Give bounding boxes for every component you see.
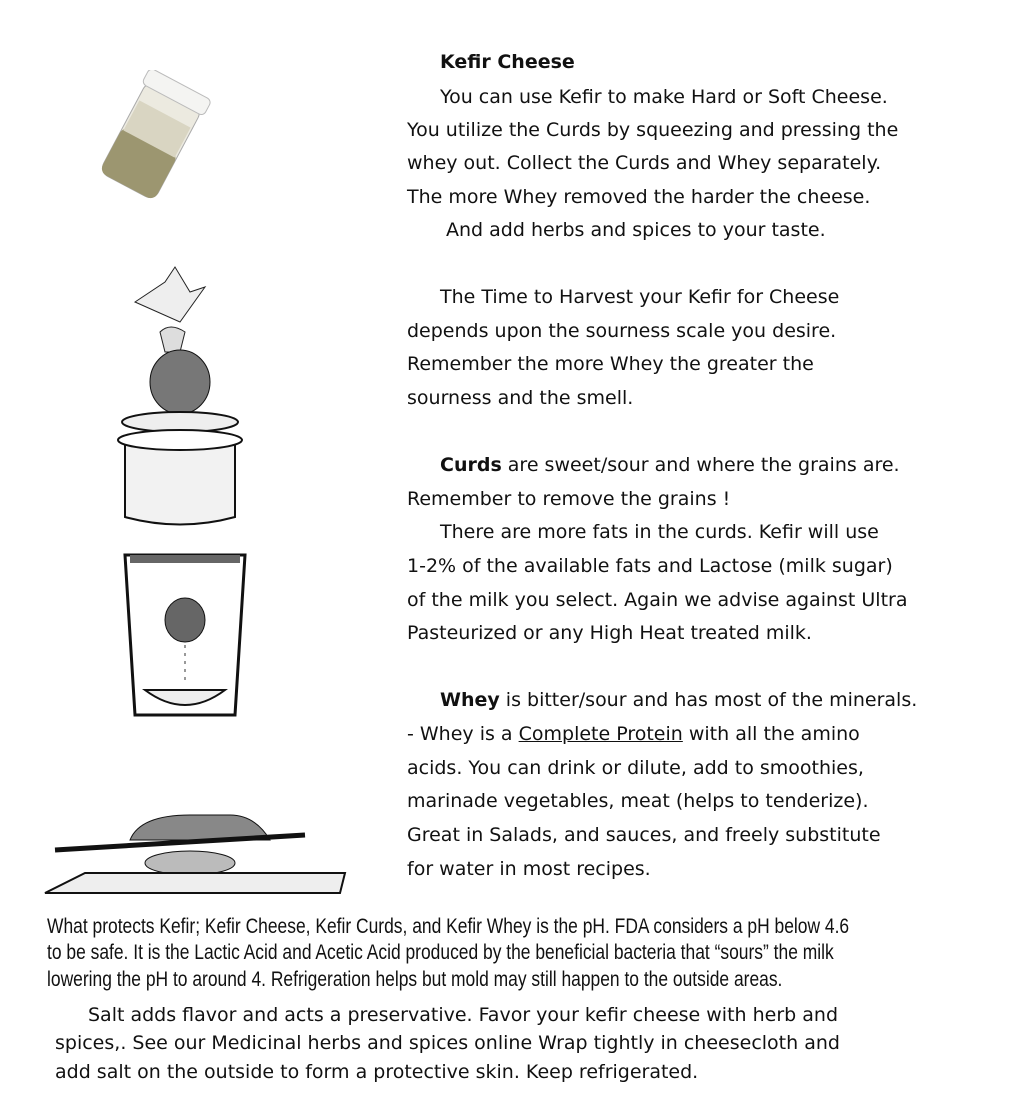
curds-term: Curds	[440, 454, 502, 476]
paragraph-line: Pasteurized or any High Heat treated milk.	[407, 622, 812, 644]
ph-line: to be safe. It is the Lactic Acid and Acetic Acid produced by the beneficial bacteria that “sours” the milk	[47, 941, 834, 964]
paragraph-line: Remember to remove the grains !	[407, 488, 731, 510]
paragraph-line: The Time to Harvest your Kefir for Cheese	[440, 286, 840, 308]
paragraph-line: You can use Kefir to make Hard or Soft Cheese.	[440, 86, 888, 108]
cheese-press-image	[40, 805, 360, 900]
salt-line: spices,. See our Medicinal herbs and spices online Wrap tightly in cheesecloth and	[55, 1032, 840, 1054]
paragraph-text: with all the amino	[682, 723, 860, 745]
paragraph-text: - Whey is a	[407, 723, 519, 745]
ph-line: What protects Kefir; Kefir Cheese, Kefir Curds, and Kefir Whey is the pH. FDA considers a pH below 4.6	[47, 915, 850, 938]
paragraph-line: for water in most recipes.	[407, 858, 651, 880]
paragraph-line: of the milk you select. Again we advise against Ultra	[407, 589, 908, 611]
paragraph-line: Great in Salads, and sauces, and freely substitute	[407, 824, 881, 846]
salt-line: add salt on the outside to form a protective skin. Keep refrigerated.	[55, 1061, 699, 1083]
glass-draining-image	[120, 550, 250, 720]
ph-line: lowering the pH to around 4. Refrigeration helps but mold may still happen to the outside areas.	[47, 968, 783, 991]
whey-heading-line	[440, 688, 917, 712]
paragraph-line: sourness and the smell.	[407, 387, 634, 409]
paragraph-line: And add herbs and spices to your taste.	[446, 219, 826, 241]
complete-protein-link[interactable]: Complete Protein	[518, 723, 683, 745]
salt-line: Salt adds flavor and acts a preservative. Favor your kefir cheese with herb and	[88, 1004, 838, 1026]
paragraph-text: is bitter/sour and has most of the minerals.	[499, 689, 918, 711]
paragraph-line	[407, 722, 860, 746]
paragraph-line: acids. You can drink or dilute, add to smoothies,	[407, 757, 864, 779]
paragraph-line: depends upon the sourness scale you desire.	[407, 320, 837, 342]
paragraph-line: whey out. Collect the Curds and Whey separately.	[407, 152, 882, 174]
paragraph-line: The more Whey removed the harder the cheese.	[407, 186, 871, 208]
paragraph-line: There are more fats in the curds. Kefir will use	[440, 521, 879, 543]
paragraph-line: marinade vegetables, meat (helps to tenderize).	[407, 790, 869, 812]
kefir-jar-image	[80, 70, 220, 210]
curds-heading-line	[440, 453, 900, 477]
paragraph-line: You utilize the Curds by squeezing and pressing the	[407, 119, 899, 141]
paragraph-text: are sweet/sour and where the grains are.	[501, 454, 900, 476]
whey-term: Whey	[440, 689, 500, 711]
paragraph-line: 1-2% of the available fats and Lactose (milk sugar)	[407, 555, 893, 577]
cheesecloth-pot-image	[105, 262, 255, 532]
paragraph-line: Remember the more Whey the greater the	[407, 353, 814, 375]
page-title: Kefir Cheese	[440, 51, 575, 73]
